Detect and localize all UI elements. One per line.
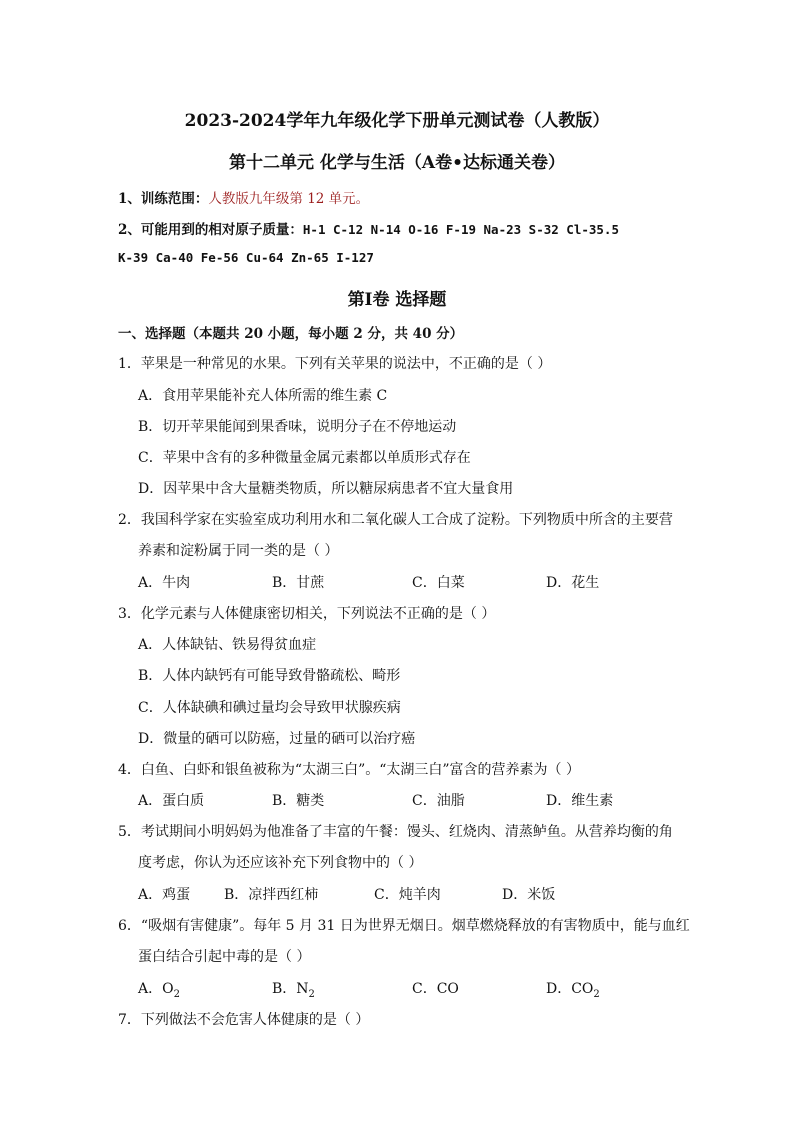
question-6-stem: 6．“吸烟有害健康”。每年 5 月 31 日为世界无烟日。烟草燃烧释放的有害物质中，能与血红 [118, 918, 690, 934]
section-heading: 一、选择题（本题共 20 小题，每小题 2 分，共 40 分） [118, 326, 464, 342]
question-6-option-d [546, 978, 600, 1000]
question-2-option-d: D．花生 [546, 575, 600, 591]
question-4-option-c: C．油脂 [412, 793, 465, 809]
question-6-option-c: C．CO [412, 981, 459, 997]
question-2-option-a: A．牛肉 [138, 575, 191, 591]
atomic-mass-label: 2、可能用到的相对原子质量： [118, 222, 303, 238]
question-3-option-c: C．人体缺碘和碘过量均会导致甲状腺疾病 [138, 700, 401, 716]
question-3-option-d: D．微量的硒可以防癌，过量的硒可以治疗癌 [138, 731, 416, 747]
question-3-option-a: A．人体缺钴、铁易得贫血症 [138, 637, 317, 653]
question-2-option-c: C．白菜 [412, 575, 465, 591]
question-6-option-b-text: B．N [272, 981, 309, 997]
question-6-option-b [272, 978, 315, 1000]
question-6-option-b-subscript: 2 [308, 988, 315, 1000]
question-4-option-b: B．糖类 [272, 793, 325, 809]
question-7-stem: 7．下列做法不会危害人体健康的是（ ） [118, 1012, 370, 1028]
question-5-option-c: C．炖羊肉 [374, 887, 441, 903]
question-4-option-d: D．维生素 [546, 793, 614, 809]
question-4-stem: 4．白鱼、白虾和银鱼被称为“太湖三白”。“太湖三白”富含的营养素为（ ） [118, 762, 580, 778]
training-range [118, 187, 369, 207]
training-range-value: 人教版九年级第 12 单元。 [208, 191, 370, 207]
atomic-mass-values-1: H-1 C-12 N-14 O-16 F-19 Na-23 S-32 Cl-35.5 [302, 222, 619, 237]
question-2-option-b: B．甘蔗 [272, 575, 325, 591]
question-1-option-d: D．因苹果中含大量糖类物质，所以糖尿病患者不宜大量食用 [138, 481, 514, 497]
question-2-stem-cont: 养素和淀粉属于同一类的是（ ） [138, 543, 339, 559]
question-3-option-b: B．人体内缺钙有可能导致骨骼疏松、畸形 [138, 668, 401, 684]
question-5-option-d: D．米饭 [502, 887, 556, 903]
question-6-option-d-subscript: 2 [593, 988, 600, 1000]
question-5-option-a: A．鸡蛋 [138, 887, 191, 903]
question-3-stem: 3．化学元素与人体健康密切相关，下列说法不正确的是（ ） [118, 606, 496, 622]
question-6-option-d-text: D．CO [546, 981, 594, 997]
question-6-option-a [138, 978, 180, 1000]
section-title: 第Ⅰ卷 选择题 [347, 290, 447, 310]
question-5-stem-cont: 度考虑，你认为还应该补充下列食物中的（ ） [138, 855, 423, 871]
atomic-mass-line-1 [118, 218, 619, 238]
page-subtitle: 第十二单元 化学与生活（A卷•达标通关卷） [229, 153, 565, 173]
training-range-label: 1、训练范围： [118, 191, 209, 207]
question-6-option-a-subscript: 2 [173, 988, 180, 1000]
question-1-option-c: C．苹果中含有的多种微量金属元素都以单质形式存在 [138, 450, 471, 466]
question-5-option-b: B．凉拌西红柿 [224, 887, 319, 903]
question-1-option-a: A．食用苹果能补充人体所需的维生素 C [138, 388, 388, 404]
question-4-option-a: A．蛋白质 [138, 793, 205, 809]
question-5-stem: 5．考试期间小明妈妈为他准备了丰富的午餐：馒头、红烧肉、清蒸鲈鱼。从营养均衡的角 [118, 824, 673, 840]
page-title: 2023-2024学年九年级化学下册单元测试卷（人教版） [184, 111, 610, 131]
question-2-stem: 2．我国科学家在实验室成功利用水和二氧化碳人工合成了淀粉。下列物质中所含的主要营 [118, 512, 673, 528]
atomic-mass-values-2: K-39 Ca-40 Fe-56 Cu-64 Zn-65 I-127 [118, 250, 374, 265]
question-1-stem: 1．苹果是一种常见的水果。下列有关苹果的说法中，不正确的是（ ） [118, 356, 552, 372]
question-6-stem-cont: 蛋白结合引起中毒的是（ ） [138, 949, 311, 965]
question-6-option-a-text: A．O [138, 981, 174, 997]
atomic-mass-line-2 [118, 250, 374, 266]
question-1-option-b: B．切开苹果能闻到果香味，说明分子在不停地运动 [138, 419, 457, 435]
